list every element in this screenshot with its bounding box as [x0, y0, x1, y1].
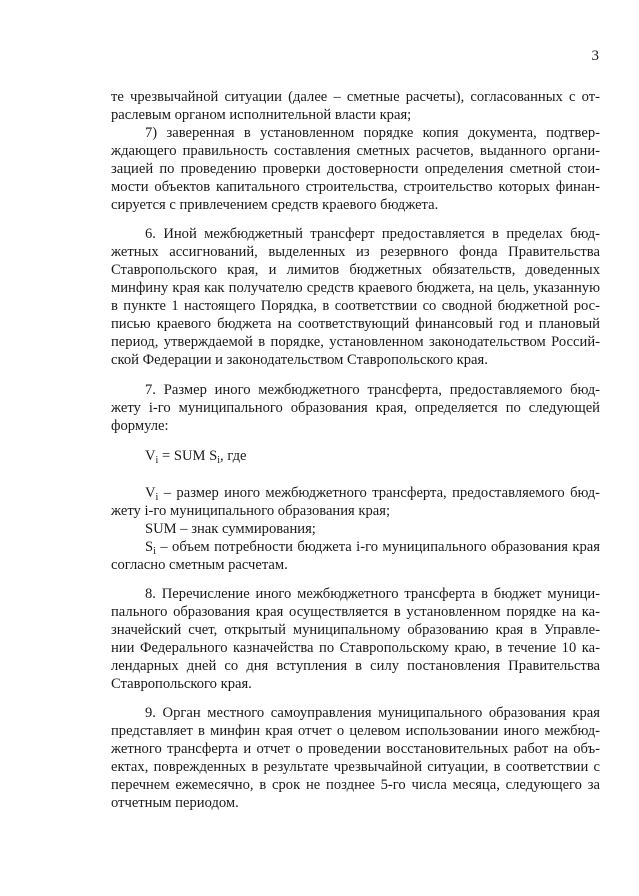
text-line: согласно сметным расчетам.	[111, 557, 288, 573]
text-line: ской Федерации и законодательством Ставропольского края.	[111, 352, 488, 368]
formula	[145, 447, 247, 470]
text-line: $S_i$ – объем потребности бюджета i-го муниципального образования края	[145, 539, 600, 557]
text-line: жетных ассигнований, выделенных из резервного фонда Правительства	[111, 244, 600, 260]
formula-mid: = SUM S	[158, 448, 218, 464]
text-line: мости объектов капитального строительства, строительство которых финан-	[111, 179, 600, 195]
text-line: период, утверждаемой в порядке, установленном законодательством Россий-	[111, 334, 600, 350]
text-line: значейский счет, открытый муниципальному образованию края в Управле-	[111, 622, 600, 638]
page-number: 3	[591, 48, 599, 64]
text-line: жету i-го муниципального образования края, определяется по следующей	[111, 400, 600, 416]
text-line: 7. Размер иного межбюджетного трансферта, предоставляемого бюд-	[145, 382, 600, 398]
text-line: Ставропольского края.	[111, 676, 252, 692]
text-line: нии Федерального казначейства по Ставропольскому краю, в течение 10 ка-	[111, 640, 600, 656]
formula-tail: , где	[220, 448, 247, 464]
text-line: Ставропольского края, и лимитов бюджетных обязательств, доведенных	[111, 262, 600, 278]
text-line: пального образования края осуществляется в установленном порядке на ка-	[111, 604, 600, 620]
text-line: 7) заверенная в установленном порядке копия документа, подтвер-	[145, 125, 600, 141]
formula-lhs-subscript: i	[155, 455, 159, 466]
text-line: минфину края как получателю средств краевого бюджета, на цель, указанную	[111, 280, 600, 296]
text-line: зацией по проведению проверки достоверности определения сметной стои-	[111, 161, 600, 177]
text-line: $V_i$ – размер иного межбюджетного трансферта, предоставляемого бюд-	[145, 485, 600, 503]
text-line: писью краевого бюджета на соответствующий финансовый год и плановый	[111, 316, 600, 332]
formula-rhs-subscript: i	[217, 455, 221, 466]
text-line: 6. Иной межбюджетный трансферт предоставляется в пределах бюд-	[145, 226, 600, 242]
formula-lhs: V	[145, 448, 156, 464]
text-line: перечнем ежемесячно, в срок не позднее 5-го числа месяца, следующего за	[111, 777, 600, 793]
text-line: ектах, поврежденных в результате чрезвычайной ситуации, в соответствии с	[111, 759, 600, 775]
text-line: 9. Орган местного самоуправления муниципального образования края	[145, 705, 600, 721]
text-line: раслевым органом исполнительной власти края;	[111, 107, 412, 123]
text-line: представляет в минфин края отчет о целевом использовании иного межбюд-	[111, 723, 600, 739]
text-line: в пункте 1 настоящего Порядка, в соответствии со сводной бюджетной рос-	[111, 298, 600, 314]
text-line: сируется с привлечением средств краевого бюджета.	[111, 197, 439, 213]
text-line: отчетным периодом.	[111, 795, 239, 811]
text-line: жетного трансферта и отчет о проведении восстановительных работ на объ-	[111, 741, 600, 757]
text-line: те чрезвычайной ситуации (далее – сметные расчеты), согласованных с от-	[111, 89, 600, 105]
text-line: формуле:	[111, 418, 169, 434]
text-line: 8. Перечисление иного межбюджетного трансферта в бюджет муници-	[145, 586, 600, 602]
text-line: ждающего правильность составления сметных расчетов, выданного органи-	[111, 143, 600, 159]
text-line: SUM – знак суммирования;	[145, 521, 316, 537]
text-line: лендарных дней со дня вступления в силу постановления Правительства	[111, 658, 600, 674]
text-line: жету i-го муниципального образования края;	[111, 503, 391, 519]
